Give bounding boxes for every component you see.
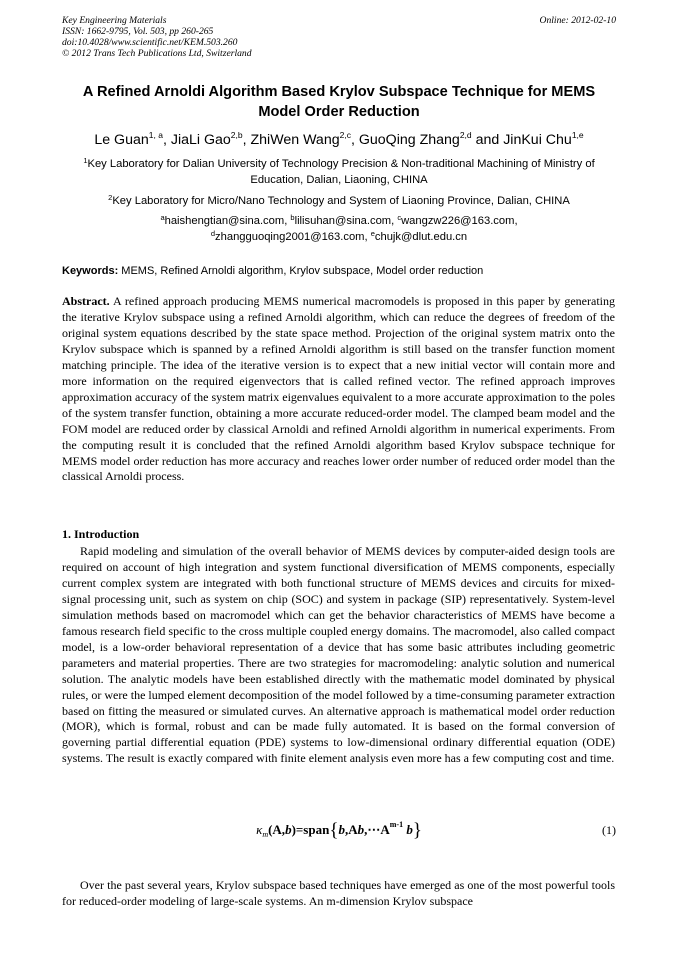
- affiliation-text: Key Laboratory for Dalian University of Technology Precision & Non-traditional Machining of Ministry of Education, Dalian, Liaoning, CHINA: [87, 158, 595, 186]
- copyright-line: © 2012 Trans Tech Publications Ltd, Switzerland: [62, 48, 252, 59]
- author-affil-mark: 2,b: [230, 130, 243, 140]
- equation-1: [62, 819, 616, 843]
- eq-comma-a: ,A: [344, 822, 358, 837]
- issn-line: ISSN: 1662-9795, Vol. 503, pp 260-265: [62, 26, 214, 37]
- email-address: lilisuhan@sina.com: [294, 215, 392, 227]
- paper-title: A Refined Arnoldi Algorithm Based Krylov Subspace Technique for MEMS Model Order Reduction: [82, 84, 596, 120]
- email-list: [62, 213, 616, 245]
- section-heading: 1. Introduction: [62, 527, 140, 541]
- email-mark: d: [210, 229, 216, 238]
- email-address: wangzw226@163.com: [401, 215, 515, 227]
- keywords-label: Keywords:: [62, 265, 119, 277]
- eq-span: )=span: [291, 822, 330, 837]
- author-name: ZhiWen Wang: [250, 132, 340, 148]
- author-separator: ,: [242, 132, 251, 148]
- email-mark: c: [397, 213, 402, 222]
- publication-info: [62, 15, 616, 59]
- author-separator: and: [471, 132, 504, 148]
- doi-line: doi:10.4028/www.scientific.net/KEM.503.260: [62, 37, 238, 48]
- email-address: haishengtian@sina.com: [164, 215, 285, 227]
- keywords-text: MEMS, Refined Arnoldi algorithm, Krylov subspace, Model order reduction: [118, 265, 484, 277]
- eq-superscript: m-1: [389, 820, 404, 829]
- affiliation-1: [62, 156, 616, 188]
- email-separator: ,: [514, 215, 518, 227]
- eq-vector-b: b: [357, 822, 365, 837]
- eq-vector-b: b: [285, 822, 292, 837]
- affiliation-text: Key Laboratory for Micro/Nano Technology and System of Liaoning Province, Dalian, CHINA: [112, 195, 570, 207]
- eq-kappa: κ: [256, 822, 263, 837]
- email-address: chujk@dlut.edu.cn: [374, 231, 468, 243]
- email-separator: ,: [284, 215, 291, 227]
- eq-lhs-args: (A,: [268, 822, 286, 837]
- equation-expression: [62, 819, 616, 842]
- abstract: [62, 294, 615, 485]
- eq-subscript-m: m: [262, 830, 269, 839]
- author-list: [62, 131, 616, 149]
- author-separator: ,: [162, 132, 171, 148]
- author-name: GuoQing Zhang: [358, 132, 460, 148]
- introduction-paragraph: Rapid modeling and simulation of the overall behavior of MEMS devices by computer-aided design tools are required on account of high integration and system functional diversification of MEMS components, especially current complex system are integrated with both functional structure of MEMS devices and circuits for mixed-signal processing unit, such as system on chip (SOC) and system in package (SIP) representatively. System-level simulation methods based on macromodel which can get the behavior characteristics of MEMS have become a famous research field specific to the cross multiple coupled energy domains. The macromodel, also called compact model, is a low-order behavioral representation of a device that has some basic attributes including geometric parameters and material properties. There are two strategies for macromodeling: analytic solution and numerical solution. The analytic models have been established directly with the mathematic model dominated by physical rules, or were the lumped element decomposition of the model followed by a time-consuming parameter extraction based on fitting the measured or simulated curves. An alternative approach is mathematical model order reduction (MOR), which is formal, robust and can be made fully automated. It is based on the formal conversion of governing partial differential equation (PDE) systems to low-dimensional ordinary differential equation (ODE) systems. The result is exactly compared with finite element analysis even more has a few computing cost and time.: [62, 544, 615, 766]
- krylov-paragraph: Over the past several years, Krylov subspace based techniques have emerged as one of the most powerful tools for reduced-order modeling of large-scale systems. An m-dimension Krylov subspace: [62, 878, 615, 908]
- eq-open-brace: {: [329, 820, 339, 841]
- affiliation-mark: 2: [108, 193, 113, 202]
- keywords: [62, 263, 616, 279]
- eq-vector-b: b: [338, 822, 345, 837]
- abstract-text: A refined approach producing MEMS numerical macromodels is proposed in this paper by generating the iterative Krylov subspace using a refined Arnoldi algorithm, which can reduce the degrees of freedom of the original system equations described by the state space method. Projection of the original system matrix onto the Krylov subspace which is spanned by a refined Arnoldi algorithm is still based on the transfer function moment matching principle. The idea of the iterative version is to expect that a new initial vector will contain more and more information on the required eigenvectors that is called refined vector. The refined approach improves approximation accuracy of the system matrix eigenvalues equivalent to a more accurate approximation to the poles of the system transfer function, obtaining a more accurate reduced-order model. The clamped beam model and the FOM model are reduced order by classical Arnoldi and refined Arnoldi algorithm in numerical experiments. From the computing result it is concluded that the refined Arnoldi algorithm based Krylov subspace technique for MEMS model order reduction has more accuracy and reaches lower order number of reduced order model than the classical Arnoldi process.: [62, 294, 615, 484]
- eq-ellipsis-a: ,⋯A: [364, 822, 390, 837]
- author-name: JiaLi Gao: [170, 132, 231, 148]
- equation-number: (1): [602, 823, 616, 837]
- author-name: Le Guan: [94, 132, 149, 148]
- email-mark: a: [160, 213, 165, 222]
- author-name: JinKui Chu: [503, 132, 572, 148]
- email-mark: e: [370, 229, 375, 238]
- affiliation-2: [62, 193, 616, 209]
- author-affil-mark: 1,e: [571, 130, 584, 140]
- author-separator: ,: [350, 132, 359, 148]
- author-affil-mark: 2,c: [339, 130, 351, 140]
- eq-close-brace: }: [412, 820, 422, 841]
- abstract-label: Abstract.: [62, 294, 110, 308]
- email-address: zhangguoqing2001@163.com: [215, 231, 365, 243]
- journal-name: Key Engineering Materials: [62, 15, 167, 26]
- affiliation-mark: 1: [83, 156, 88, 165]
- email-separator: ,: [364, 231, 371, 243]
- author-affil-mark: 2,d: [459, 130, 472, 140]
- online-date: Online: 2012-02-10: [539, 15, 616, 26]
- email-separator: ,: [391, 215, 398, 227]
- author-affil-mark: 1, a: [148, 130, 163, 140]
- email-mark: b: [290, 213, 295, 222]
- eq-vector-b: b: [406, 822, 413, 837]
